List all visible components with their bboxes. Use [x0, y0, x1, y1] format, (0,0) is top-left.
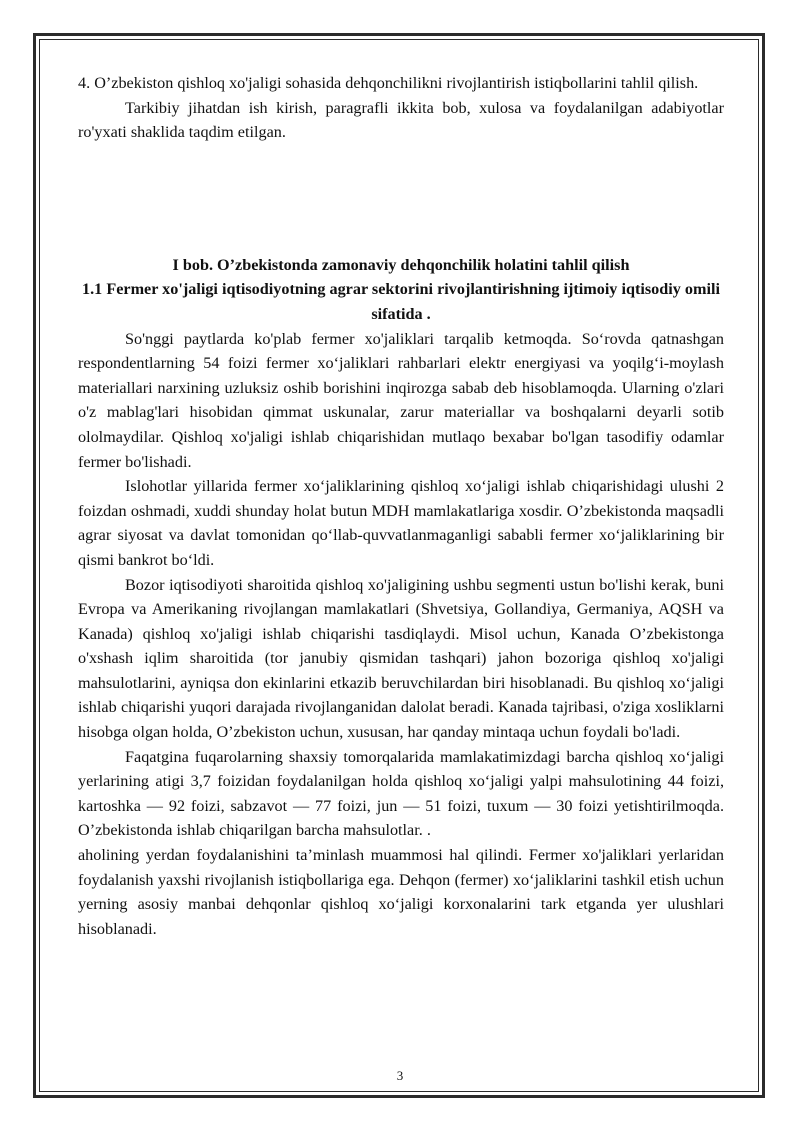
blank-space: [78, 145, 724, 253]
intro-item-4: 4. O’zbekiston qishloq xo'jaligi sohasida dehqonchilikni rivojlantirish istiqbollarini tahlil qilish.: [78, 74, 699, 92]
body-paragraph: Faqatgina fuqarolarning shaxsiy tomorqalarida mamlakatimizdagi barcha qishloq xo‘jaligi yerlarining atigi 3,7 foizidan foydalanilgan holda qishloq xo‘jaligi yalpi mahsulotining 44 foizi, kartoshka — 92 foizi, sabzavot — 77 foizi, jun — 51 foizi, tuxum — 30 foizi yetishtirilmoqda. O’zbekistonda ishlab chiqarilgan barcha mahsulotlar. .: [78, 747, 724, 840]
body-paragraph: Islohotlar yillarida fermer xo‘jaliklarining qishloq xo‘jaligi ishlab chiqarishidagi ulushi 2 foizdan oshmadi, xuddi shunday holat butun MDH mamlakatlariga xosdir. O’zbekistonda maqsadli agrar siyosat va davlat tomonidan qo‘llab-quvvatlanmaganligi sababli fermer xo‘jaliklarining bir qismi bankrot bo‘ldi.: [78, 477, 724, 569]
chapter-heading-block: [78, 253, 724, 327]
body-paragraph: Bozor iqtisodiyoti sharoitida qishloq xo'jaligining ushbu segmenti ustun bo'lishi kerak, buni Evropa va Amerikaning rivojlangan mamlakatlari (Shvetsiya, Gollandiya, Germaniya, AQSH va Kanada) qishloq xo'jaligi ishlab chiqarishi tasdiqlaydi. Misol uchun, Kanada O’zbekistonga o'xshash iqlim sharoitida (tor janubiy qismidan tashqari) jahon bozoriga qishloq xo'jaligi mahsulotlarini, ayniqsa don ekinlarini etkazib beruvchilardan biri hisoblanadi. Bu qishloq xo‘jaligi ishlab chiqarishi yuqori darajada rivojlanganidan dalolat beradi. Kanada tajribasi, o'ziga xosliklarni hisobga olgan holda, O’zbekiston uchun, xususan, har qanday mintaqa uchun foydali bo'ladi.: [78, 575, 724, 742]
page-number: 3: [396, 1068, 404, 1083]
body-paragraph: So'nggi paytlarda ko'plab fermer xo'jaliklari tarqalib ketmoqda. So‘rovda qatnashgan respondentlarning 54 foizi fermer xo‘jaliklari rahbarlari elektr energiyasi va yoqilg‘i-moylash materiallari narxining uzluksiz oshib borishini inqirozga sabab deb hisoblamoqda. Ularning o'zlari o'z mablag'lari hisobidan qimmat uskunalar, zarur materiallar va boshqalarni deyarli sotib ololmaydilar. Qishloq xo'jaligi ishlab chiqarishidan mutlaqo bexabar bo'lgan tasodifiy odamlar fermer bo'lishadi.: [78, 329, 724, 471]
intro-structure-paragraph: Tarkibiy jihatdan ish kirish, paragrafli ikkita bob, xulosa va foydalanilgan adabiyotlar ro'yxati shaklida taqdim etilgan.: [78, 98, 724, 142]
chapter-title: I bob. O’zbekistonda zamonaviy dehqonchilik holatini tahlil qilish: [172, 255, 630, 274]
closing-paragraph: aholining yerdan foydalanishini ta’minlash muammosi hal qilindi. Fermer xo'jaliklari yerlaridan foydalanish yaxshi rivojlanish istiqbollariga ega. Dehqon (fermer) xo‘jaliklarini tashkil etish uchun yerning asosiy manbai dehqonlar qishloq xo‘jaligi korxonalarini tark etganda yer ulushlari hisoblanadi.: [78, 846, 724, 938]
section-title: 1.1 Fermer xo'jaligi iqtisodiyotning agrar sektorini rivojlantirishning ijtimoiy iqtisodiy omili sifatida .: [82, 280, 720, 323]
document-body: [78, 71, 724, 941]
